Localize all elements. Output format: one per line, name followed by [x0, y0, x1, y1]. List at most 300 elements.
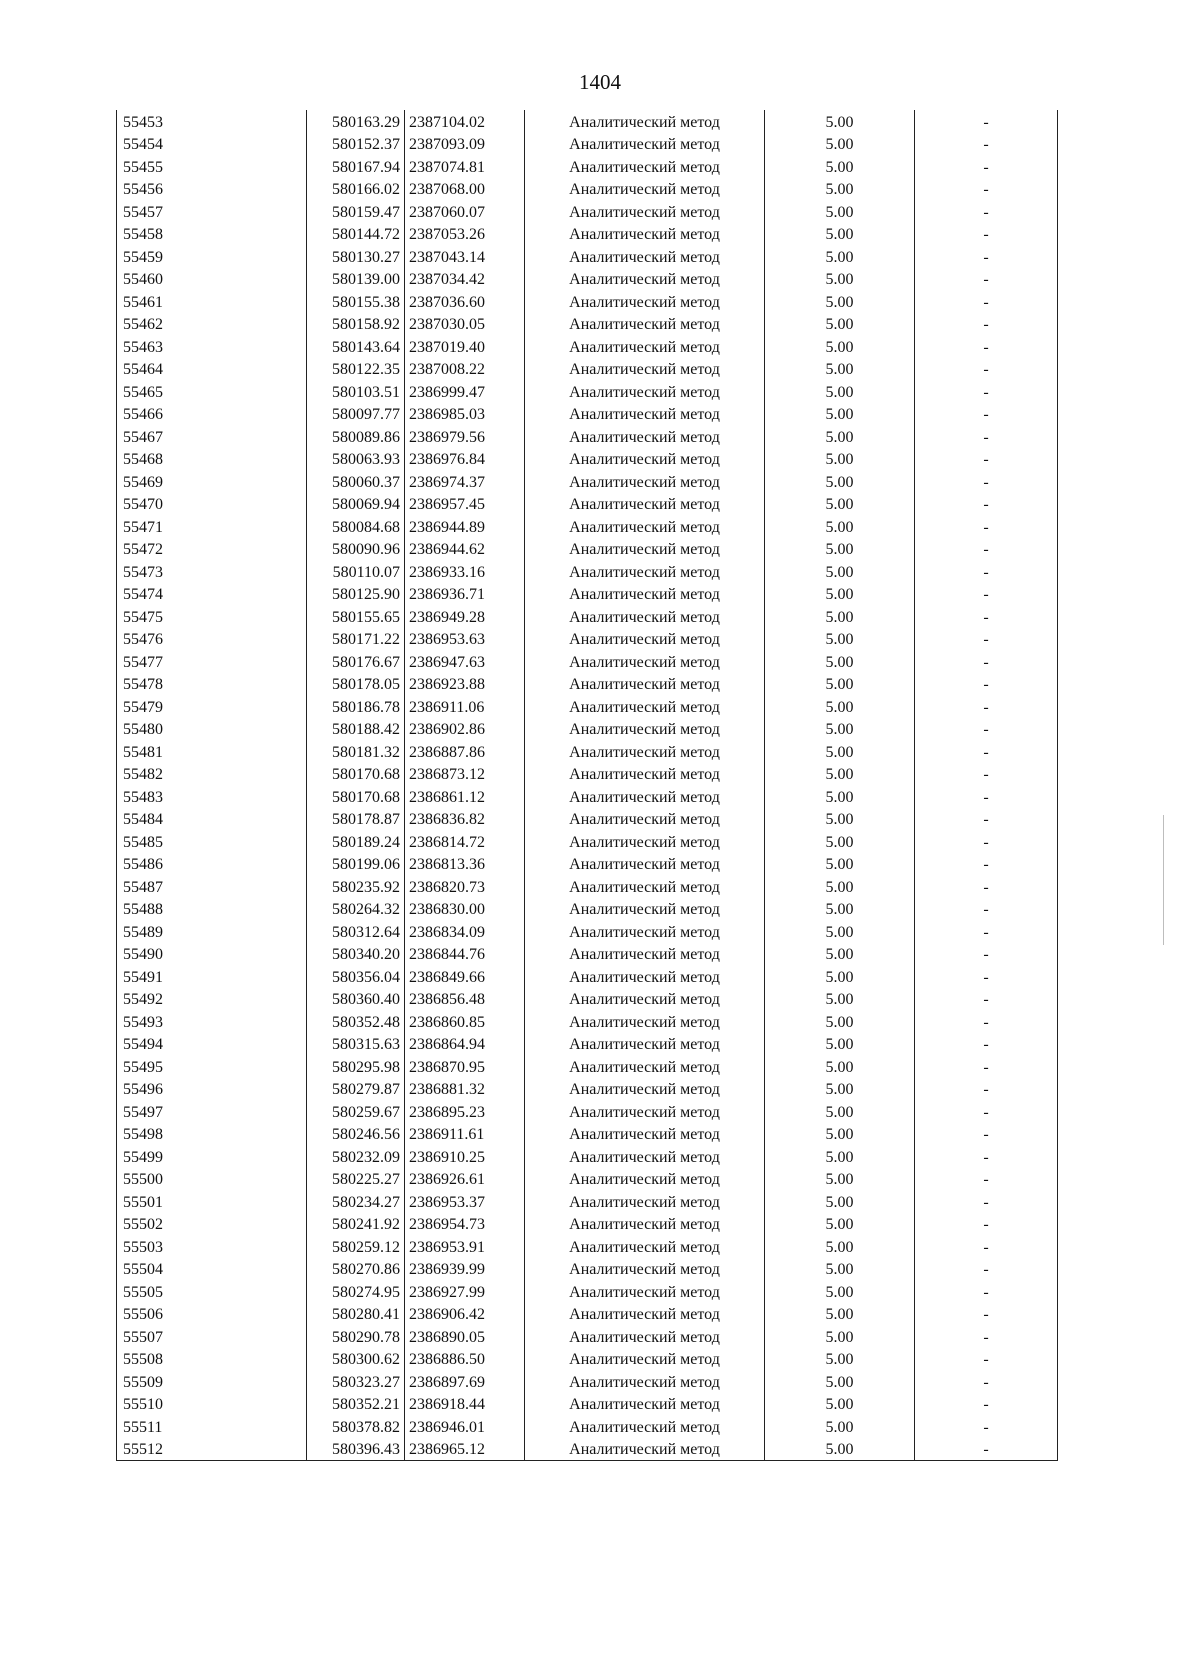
note-cell: - [915, 403, 1058, 426]
y-coordinate-cell: 2386985.03 [405, 403, 525, 426]
x-coordinate-cell: 580340.20 [307, 943, 405, 966]
method-cell: Аналитический метод [525, 223, 765, 246]
accuracy-cell: 5.00 [765, 200, 915, 223]
table-row [117, 200, 1058, 223]
x-coordinate-cell: 580199.06 [307, 853, 405, 876]
note-cell: - [915, 1190, 1058, 1213]
x-coordinate-cell: 580152.37 [307, 133, 405, 156]
x-coordinate-cell: 580234.27 [307, 1190, 405, 1213]
accuracy-cell: 5.00 [765, 335, 915, 358]
y-coordinate-cell: 2386849.66 [405, 965, 525, 988]
note-cell: - [915, 740, 1058, 763]
point-id-cell: 55506 [117, 1303, 307, 1326]
x-coordinate-cell: 580170.68 [307, 785, 405, 808]
table-row [117, 718, 1058, 741]
note-cell: - [915, 110, 1058, 133]
accuracy-cell: 5.00 [765, 560, 915, 583]
accuracy-cell: 5.00 [765, 245, 915, 268]
note-cell: - [915, 1055, 1058, 1078]
point-id-cell: 55479 [117, 695, 307, 718]
x-coordinate-cell: 580159.47 [307, 200, 405, 223]
table-row [117, 380, 1058, 403]
point-id-cell: 55510 [117, 1393, 307, 1416]
accuracy-cell: 5.00 [765, 673, 915, 696]
method-cell: Аналитический метод [525, 538, 765, 561]
table-row [117, 1235, 1058, 1258]
accuracy-cell: 5.00 [765, 1055, 915, 1078]
note-cell: - [915, 313, 1058, 336]
point-id-cell: 55454 [117, 133, 307, 156]
table-row [117, 988, 1058, 1011]
method-cell: Аналитический метод [525, 470, 765, 493]
y-coordinate-cell: 2387019.40 [405, 335, 525, 358]
y-coordinate-cell: 2386836.82 [405, 808, 525, 831]
method-cell: Аналитический метод [525, 403, 765, 426]
accuracy-cell: 5.00 [765, 133, 915, 156]
table-row [117, 920, 1058, 943]
method-cell: Аналитический метод [525, 875, 765, 898]
x-coordinate-cell: 580360.40 [307, 988, 405, 1011]
table-row [117, 470, 1058, 493]
y-coordinate-cell: 2386830.00 [405, 898, 525, 921]
x-coordinate-cell: 580122.35 [307, 358, 405, 381]
accuracy-cell: 5.00 [765, 605, 915, 628]
point-id-cell: 55481 [117, 740, 307, 763]
y-coordinate-cell: 2386944.62 [405, 538, 525, 561]
y-coordinate-cell: 2387053.26 [405, 223, 525, 246]
x-coordinate-cell: 580181.32 [307, 740, 405, 763]
point-id-cell: 55497 [117, 1100, 307, 1123]
x-coordinate-cell: 580232.09 [307, 1145, 405, 1168]
method-cell: Аналитический метод [525, 1303, 765, 1326]
table-row [117, 1078, 1058, 1101]
x-coordinate-cell: 580356.04 [307, 965, 405, 988]
y-coordinate-cell: 2386870.95 [405, 1055, 525, 1078]
y-coordinate-cell: 2386813.36 [405, 853, 525, 876]
table-row [117, 1415, 1058, 1438]
note-cell: - [915, 1168, 1058, 1191]
method-cell: Аналитический метод [525, 493, 765, 516]
y-coordinate-cell: 2386911.61 [405, 1123, 525, 1146]
table-body [117, 110, 1058, 1461]
x-coordinate-cell: 580178.05 [307, 673, 405, 696]
method-cell: Аналитический метод [525, 515, 765, 538]
note-cell: - [915, 448, 1058, 471]
accuracy-cell: 5.00 [765, 538, 915, 561]
point-id-cell: 55496 [117, 1078, 307, 1101]
x-coordinate-cell: 580167.94 [307, 155, 405, 178]
x-coordinate-cell: 580069.94 [307, 493, 405, 516]
table-row [117, 583, 1058, 606]
point-id-cell: 55476 [117, 628, 307, 651]
method-cell: Аналитический метод [525, 133, 765, 156]
y-coordinate-cell: 2386918.44 [405, 1393, 525, 1416]
point-id-cell: 55453 [117, 110, 307, 133]
table-row [117, 808, 1058, 831]
accuracy-cell: 5.00 [765, 358, 915, 381]
note-cell: - [915, 470, 1058, 493]
x-coordinate-cell: 580163.29 [307, 110, 405, 133]
accuracy-cell: 5.00 [765, 808, 915, 831]
point-id-cell: 55477 [117, 650, 307, 673]
accuracy-cell: 5.00 [765, 403, 915, 426]
y-coordinate-cell: 2386957.45 [405, 493, 525, 516]
method-cell: Аналитический метод [525, 628, 765, 651]
point-id-cell: 55463 [117, 335, 307, 358]
y-coordinate-cell: 2386944.89 [405, 515, 525, 538]
note-cell: - [915, 133, 1058, 156]
method-cell: Аналитический метод [525, 245, 765, 268]
x-coordinate-cell: 580170.68 [307, 763, 405, 786]
x-coordinate-cell: 580264.32 [307, 898, 405, 921]
accuracy-cell: 5.00 [765, 1123, 915, 1146]
note-cell: - [915, 493, 1058, 516]
point-id-cell: 55462 [117, 313, 307, 336]
method-cell: Аналитический метод [525, 673, 765, 696]
table-row [117, 875, 1058, 898]
method-cell: Аналитический метод [525, 178, 765, 201]
table-row [117, 1100, 1058, 1123]
note-cell: - [915, 290, 1058, 313]
y-coordinate-cell: 2386902.86 [405, 718, 525, 741]
table-row [117, 650, 1058, 673]
y-coordinate-cell: 2386861.12 [405, 785, 525, 808]
y-coordinate-cell: 2386895.23 [405, 1100, 525, 1123]
accuracy-cell: 5.00 [765, 223, 915, 246]
point-id-cell: 55482 [117, 763, 307, 786]
table-row [117, 290, 1058, 313]
method-cell: Аналитический метод [525, 1145, 765, 1168]
method-cell: Аналитический метод [525, 1280, 765, 1303]
table-row [117, 1213, 1058, 1236]
point-id-cell: 55487 [117, 875, 307, 898]
table-row [117, 538, 1058, 561]
method-cell: Аналитический метод [525, 1348, 765, 1371]
point-id-cell: 55499 [117, 1145, 307, 1168]
coordinates-table [116, 110, 1058, 1461]
y-coordinate-cell: 2386939.99 [405, 1258, 525, 1281]
accuracy-cell: 5.00 [765, 313, 915, 336]
point-id-cell: 55505 [117, 1280, 307, 1303]
x-coordinate-cell: 580280.41 [307, 1303, 405, 1326]
point-id-cell: 55461 [117, 290, 307, 313]
x-coordinate-cell: 580378.82 [307, 1415, 405, 1438]
method-cell: Аналитический метод [525, 695, 765, 718]
point-id-cell: 55458 [117, 223, 307, 246]
note-cell: - [915, 718, 1058, 741]
accuracy-cell: 5.00 [765, 1348, 915, 1371]
table-row [117, 740, 1058, 763]
table-row [117, 853, 1058, 876]
point-id-cell: 55473 [117, 560, 307, 583]
x-coordinate-cell: 580090.96 [307, 538, 405, 561]
method-cell: Аналитический метод [525, 1235, 765, 1258]
method-cell: Аналитический метод [525, 718, 765, 741]
table-row [117, 223, 1058, 246]
accuracy-cell: 5.00 [765, 1145, 915, 1168]
point-id-cell: 55500 [117, 1168, 307, 1191]
method-cell: Аналитический метод [525, 425, 765, 448]
y-coordinate-cell: 2387074.81 [405, 155, 525, 178]
method-cell: Аналитический метод [525, 1078, 765, 1101]
y-coordinate-cell: 2386953.63 [405, 628, 525, 651]
note-cell: - [915, 920, 1058, 943]
note-cell: - [915, 1303, 1058, 1326]
y-coordinate-cell: 2387093.09 [405, 133, 525, 156]
point-id-cell: 55495 [117, 1055, 307, 1078]
accuracy-cell: 5.00 [765, 1370, 915, 1393]
table-row [117, 313, 1058, 336]
method-cell: Аналитический метод [525, 988, 765, 1011]
method-cell: Аналитический метод [525, 380, 765, 403]
x-coordinate-cell: 580155.65 [307, 605, 405, 628]
accuracy-cell: 5.00 [765, 425, 915, 448]
point-id-cell: 55472 [117, 538, 307, 561]
x-coordinate-cell: 580295.98 [307, 1055, 405, 1078]
x-coordinate-cell: 580158.92 [307, 313, 405, 336]
x-coordinate-cell: 580312.64 [307, 920, 405, 943]
note-cell: - [915, 785, 1058, 808]
note-cell: - [915, 1280, 1058, 1303]
x-coordinate-cell: 580171.22 [307, 628, 405, 651]
accuracy-cell: 5.00 [765, 943, 915, 966]
table-row [117, 178, 1058, 201]
x-coordinate-cell: 580246.56 [307, 1123, 405, 1146]
y-coordinate-cell: 2386927.99 [405, 1280, 525, 1303]
accuracy-cell: 5.00 [765, 628, 915, 651]
point-id-cell: 55486 [117, 853, 307, 876]
point-id-cell: 55474 [117, 583, 307, 606]
note-cell: - [915, 605, 1058, 628]
accuracy-cell: 5.00 [765, 1235, 915, 1258]
table-row [117, 1303, 1058, 1326]
point-id-cell: 55483 [117, 785, 307, 808]
x-coordinate-cell: 580315.63 [307, 1033, 405, 1056]
table-row [117, 425, 1058, 448]
table-row [117, 1325, 1058, 1348]
method-cell: Аналитический метод [525, 1010, 765, 1033]
point-id-cell: 55464 [117, 358, 307, 381]
note-cell: - [915, 1258, 1058, 1281]
point-id-cell: 55470 [117, 493, 307, 516]
note-cell: - [915, 1370, 1058, 1393]
note-cell: - [915, 1325, 1058, 1348]
note-cell: - [915, 763, 1058, 786]
y-coordinate-cell: 2386965.12 [405, 1438, 525, 1461]
method-cell: Аналитический метод [525, 898, 765, 921]
accuracy-cell: 5.00 [765, 830, 915, 853]
note-cell: - [915, 673, 1058, 696]
table-row [117, 1370, 1058, 1393]
y-coordinate-cell: 2386814.72 [405, 830, 525, 853]
accuracy-cell: 5.00 [765, 875, 915, 898]
point-id-cell: 55504 [117, 1258, 307, 1281]
method-cell: Аналитический метод [525, 1190, 765, 1213]
x-coordinate-cell: 580097.77 [307, 403, 405, 426]
y-coordinate-cell: 2386864.94 [405, 1033, 525, 1056]
table-row [117, 763, 1058, 786]
y-coordinate-cell: 2386979.56 [405, 425, 525, 448]
point-id-cell: 55478 [117, 673, 307, 696]
method-cell: Аналитический метод [525, 268, 765, 291]
note-cell: - [915, 380, 1058, 403]
table-row [117, 110, 1058, 133]
accuracy-cell: 5.00 [765, 1100, 915, 1123]
table-row [117, 673, 1058, 696]
note-cell: - [915, 1100, 1058, 1123]
method-cell: Аналитический метод [525, 1258, 765, 1281]
point-id-cell: 55493 [117, 1010, 307, 1033]
point-id-cell: 55460 [117, 268, 307, 291]
y-coordinate-cell: 2387034.42 [405, 268, 525, 291]
table-row [117, 358, 1058, 381]
accuracy-cell: 5.00 [765, 1415, 915, 1438]
y-coordinate-cell: 2386887.86 [405, 740, 525, 763]
method-cell: Аналитический метод [525, 1033, 765, 1056]
method-cell: Аналитический метод [525, 358, 765, 381]
method-cell: Аналитический метод [525, 200, 765, 223]
x-coordinate-cell: 580125.90 [307, 583, 405, 606]
accuracy-cell: 5.00 [765, 583, 915, 606]
method-cell: Аналитический метод [525, 740, 765, 763]
table-row [117, 133, 1058, 156]
table-row [117, 1123, 1058, 1146]
point-id-cell: 55468 [117, 448, 307, 471]
note-cell: - [915, 223, 1058, 246]
note-cell: - [915, 808, 1058, 831]
x-coordinate-cell: 580279.87 [307, 1078, 405, 1101]
x-coordinate-cell: 580323.27 [307, 1370, 405, 1393]
x-coordinate-cell: 580089.86 [307, 425, 405, 448]
table-row [117, 403, 1058, 426]
table-row [117, 695, 1058, 718]
note-cell: - [915, 628, 1058, 651]
y-coordinate-cell: 2386890.05 [405, 1325, 525, 1348]
point-id-cell: 55503 [117, 1235, 307, 1258]
method-cell: Аналитический метод [525, 313, 765, 336]
y-coordinate-cell: 2386953.37 [405, 1190, 525, 1213]
x-coordinate-cell: 580155.38 [307, 290, 405, 313]
y-coordinate-cell: 2386953.91 [405, 1235, 525, 1258]
accuracy-cell: 5.00 [765, 178, 915, 201]
accuracy-cell: 5.00 [765, 1033, 915, 1056]
accuracy-cell: 5.00 [765, 920, 915, 943]
accuracy-cell: 5.00 [765, 515, 915, 538]
accuracy-cell: 5.00 [765, 268, 915, 291]
accuracy-cell: 5.00 [765, 740, 915, 763]
x-coordinate-cell: 580396.43 [307, 1438, 405, 1461]
point-id-cell: 55490 [117, 943, 307, 966]
accuracy-cell: 5.00 [765, 1168, 915, 1191]
accuracy-cell: 5.00 [765, 650, 915, 673]
table-row [117, 785, 1058, 808]
method-cell: Аналитический метод [525, 155, 765, 178]
y-coordinate-cell: 2386947.63 [405, 650, 525, 673]
x-coordinate-cell: 580060.37 [307, 470, 405, 493]
y-coordinate-cell: 2386886.50 [405, 1348, 525, 1371]
note-cell: - [915, 1348, 1058, 1371]
note-cell: - [915, 853, 1058, 876]
note-cell: - [915, 695, 1058, 718]
y-coordinate-cell: 2386949.28 [405, 605, 525, 628]
point-id-cell: 55467 [117, 425, 307, 448]
accuracy-cell: 5.00 [765, 1213, 915, 1236]
table-row [117, 943, 1058, 966]
y-coordinate-cell: 2386933.16 [405, 560, 525, 583]
y-coordinate-cell: 2386926.61 [405, 1168, 525, 1191]
x-coordinate-cell: 580084.68 [307, 515, 405, 538]
method-cell: Аналитический метод [525, 785, 765, 808]
note-cell: - [915, 178, 1058, 201]
note-cell: - [915, 515, 1058, 538]
point-id-cell: 55491 [117, 965, 307, 988]
accuracy-cell: 5.00 [765, 695, 915, 718]
y-coordinate-cell: 2386860.85 [405, 1010, 525, 1033]
y-coordinate-cell: 2387068.00 [405, 178, 525, 201]
table-row [117, 898, 1058, 921]
table-row [117, 965, 1058, 988]
x-coordinate-cell: 580063.93 [307, 448, 405, 471]
x-coordinate-cell: 580235.92 [307, 875, 405, 898]
point-id-cell: 55456 [117, 178, 307, 201]
method-cell: Аналитический метод [525, 1438, 765, 1461]
table-row [117, 1145, 1058, 1168]
note-cell: - [915, 200, 1058, 223]
accuracy-cell: 5.00 [765, 1280, 915, 1303]
accuracy-cell: 5.00 [765, 290, 915, 313]
x-coordinate-cell: 580130.27 [307, 245, 405, 268]
x-coordinate-cell: 580290.78 [307, 1325, 405, 1348]
y-coordinate-cell: 2386946.01 [405, 1415, 525, 1438]
method-cell: Аналитический метод [525, 605, 765, 628]
y-coordinate-cell: 2386923.88 [405, 673, 525, 696]
note-cell: - [915, 1010, 1058, 1033]
method-cell: Аналитический метод [525, 808, 765, 831]
table-row [117, 1280, 1058, 1303]
table-row [117, 448, 1058, 471]
margin-scan-mark [1163, 815, 1164, 945]
accuracy-cell: 5.00 [765, 965, 915, 988]
accuracy-cell: 5.00 [765, 1190, 915, 1213]
point-id-cell: 55469 [117, 470, 307, 493]
point-id-cell: 55498 [117, 1123, 307, 1146]
table-row [117, 1190, 1058, 1213]
y-coordinate-cell: 2387104.02 [405, 110, 525, 133]
table-row [117, 830, 1058, 853]
method-cell: Аналитический метод [525, 1123, 765, 1146]
table-row [117, 493, 1058, 516]
note-cell: - [915, 1145, 1058, 1168]
note-cell: - [915, 335, 1058, 358]
note-cell: - [915, 560, 1058, 583]
x-coordinate-cell: 580188.42 [307, 718, 405, 741]
x-coordinate-cell: 580139.00 [307, 268, 405, 291]
point-id-cell: 55512 [117, 1438, 307, 1461]
method-cell: Аналитический метод [525, 110, 765, 133]
point-id-cell: 55480 [117, 718, 307, 741]
method-cell: Аналитический метод [525, 853, 765, 876]
accuracy-cell: 5.00 [765, 785, 915, 808]
x-coordinate-cell: 580143.64 [307, 335, 405, 358]
method-cell: Аналитический метод [525, 1168, 765, 1191]
method-cell: Аналитический метод [525, 290, 765, 313]
x-coordinate-cell: 580352.48 [307, 1010, 405, 1033]
method-cell: Аналитический метод [525, 1213, 765, 1236]
point-id-cell: 55459 [117, 245, 307, 268]
note-cell: - [915, 583, 1058, 606]
method-cell: Аналитический метод [525, 943, 765, 966]
table-row [117, 1348, 1058, 1371]
